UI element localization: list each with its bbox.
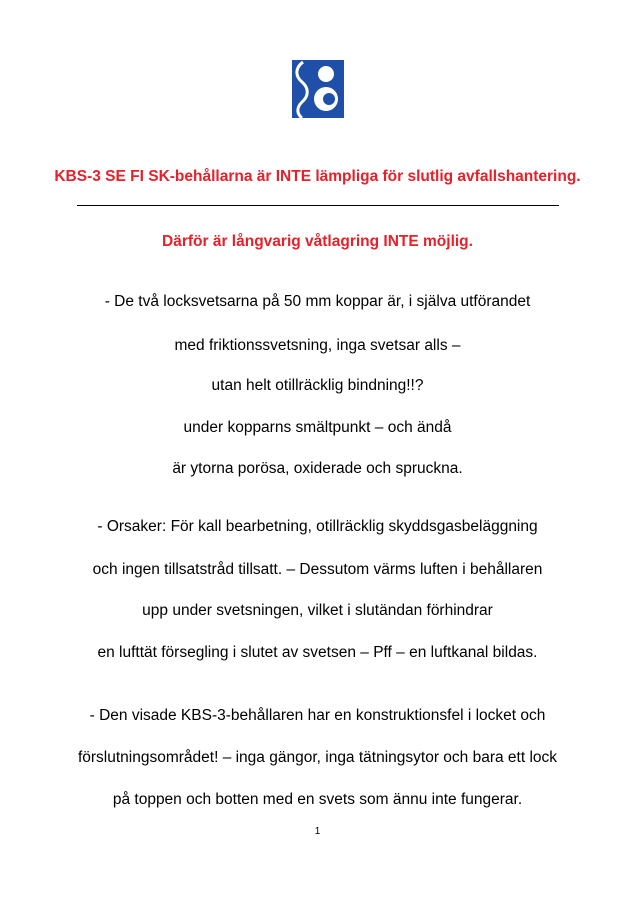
paragraph-1-line-3: utan helt otillräcklig bindning!!? [211,377,424,394]
document-title: KBS-3 SE FI SK-behållarna är INTE lämpliga för slutlig avfallshantering. [54,168,581,185]
paragraph-3-line-2: förslutningsområdet! – inga gängor, inga tätningsytor och bara ett lock [77,749,558,766]
paragraph-3-line-1: - Den visade KBS-3-behållaren har en konstruktionsfel i locket och [89,707,546,724]
paragraph-3-line-3: på toppen och botten med en svets som ännu inte fungerar. [112,791,523,808]
page-number: 1 [314,826,321,837]
paragraph-1-line-1: - De två locksvetsarna på 50 mm koppar är, i själva utförandet [104,293,531,310]
paragraph-2-line-3: upp under svetsningen, vilket i slutändan förhindrar [142,602,493,619]
paragraph-2-line-2: och ingen tillsatstråd tillsatt. – Dessutom värms luften i behållaren [92,561,543,578]
paragraph-2-line-4: en lufttät försegling i slutet av svetsen – Pff – en luftkanal bildas. [97,644,538,661]
divider-line [77,205,559,206]
paragraph-1-line-2: med friktionssvetsning, inga svetsar alls – [174,337,461,354]
ski-logo-icon [292,60,344,118]
paragraph-2-line-1: - Orsaker: För kall bearbetning, otillräcklig skyddsgasbeläggning [97,518,538,535]
paragraph-1-line-4: under kopparns smältpunkt – och ändå [183,419,452,436]
paragraph-1-line-5: är ytorna porösa, oxiderade och spruckna. [172,460,463,477]
document-subtitle: Därför är långvarig våtlagring INTE möjlig. [162,233,473,250]
